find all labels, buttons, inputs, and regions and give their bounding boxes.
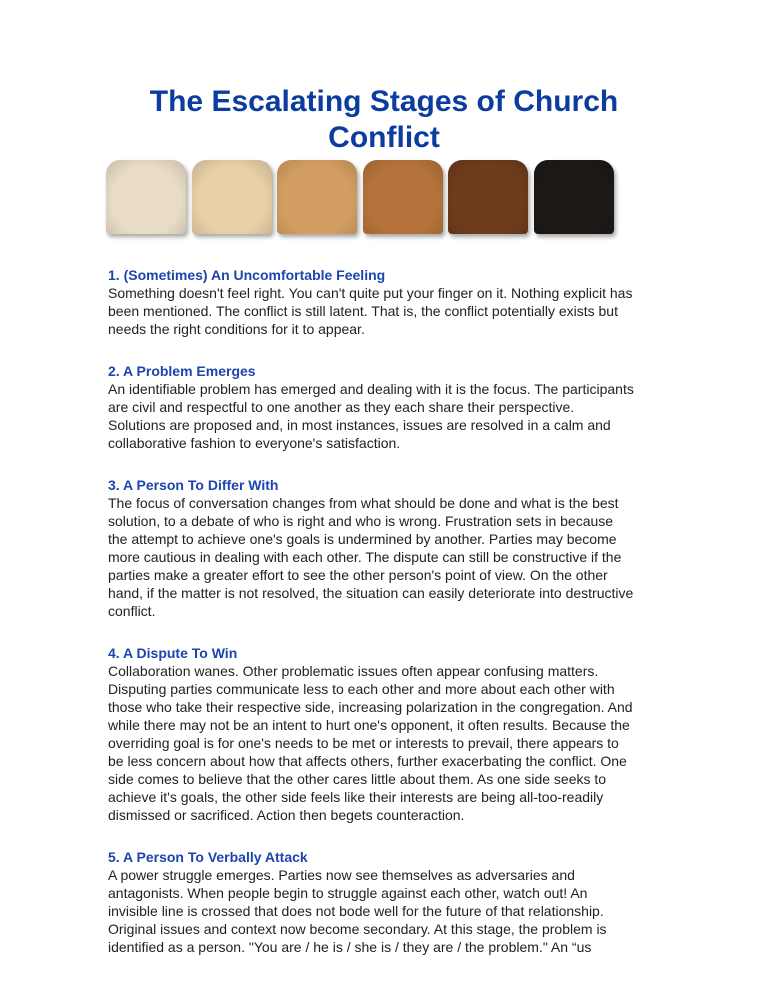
paragraph-line: overriding goal is for one's needs to be met or interests to prevail, there appears to: [108, 735, 619, 751]
page-title: [0, 84, 768, 156]
paragraph-line: are civil and respectful to one another as they each share their perspective.: [108, 399, 575, 415]
paragraph-line: Disputing parties communicate less to each other and more about each other with: [108, 681, 615, 697]
toast-slice-6: [534, 160, 614, 234]
paragraph-line: Original issues and context now become secondary. At this stage, the problem is: [108, 921, 607, 937]
toast-slice-4: [363, 160, 443, 234]
paragraph-line: those who take their respective side, increasing polarization in the congregation. And: [108, 699, 633, 715]
paragraph-line: side comes to believe that the other cares little about them. As one side seeks to: [108, 771, 607, 787]
paragraph-line: conflict.: [108, 603, 156, 619]
paragraph-line: An identifiable problem has emerged and dealing with it is the focus. The participants: [108, 381, 634, 397]
toast-slice-5: [448, 160, 528, 234]
stage-heading: 4. A Dispute To Win: [108, 645, 238, 661]
stage-heading: 5. A Person To Verbally Attack: [108, 849, 308, 865]
paragraph-line: Collaboration wanes. Other problematic issues often appear confusing matters.: [108, 663, 599, 679]
title-line-2: Conflict: [328, 121, 440, 154]
paragraph-line: while there may not be an intent to hurt one's opponent, it often results. Because the: [108, 717, 630, 733]
paragraph-line: the attempt to achieve one's goals is undermined by another. Parties may become: [108, 531, 617, 547]
stage-paragraph: [108, 380, 708, 452]
stage-paragraph: [108, 284, 708, 338]
paragraph-line: hand, if the matter is not resolved, the situation can easily deteriorate into destructive: [108, 585, 634, 601]
paragraph-line: solution, to a debate of who is right and who is wrong. Frustration sets in because: [108, 513, 614, 529]
paragraph-line: A power struggle emerges. Parties now see themselves as adversaries and: [108, 867, 575, 883]
stage-paragraph: [108, 662, 708, 824]
paragraph-line: collaborative fashion to everyone's satisfaction.: [108, 435, 401, 451]
paragraph-line: The focus of conversation changes from what should be done and what is the best: [108, 495, 619, 511]
stage-section: [108, 848, 708, 956]
stage-paragraph: [108, 494, 708, 620]
stage-section: [108, 362, 708, 452]
paragraph-line: Something doesn't feel right. You can't quite put your finger on it. Nothing explicit has: [108, 285, 633, 301]
paragraph-line: be less concern about how that affects others, further exacerbating the conflict. One: [108, 753, 627, 769]
stage-paragraph: [108, 866, 708, 956]
paragraph-line: needs the right conditions for it to appear.: [108, 321, 365, 337]
paragraph-line: more cautious in dealing with each other. The dispute can still be constructive if the: [108, 549, 622, 565]
paragraph-line: been mentioned. The conflict is still latent. That is, the conflict potentially exists but: [108, 303, 618, 319]
stage-section: [108, 266, 708, 338]
paragraph-line: dismissed or sacrificed. Action then begets counteraction.: [108, 807, 465, 823]
paragraph-line: Solutions are proposed and, in most instances, issues are resolved in a calm and: [108, 417, 611, 433]
paragraph-line: identified as a person. "You are / he is / she is / they are / the problem." An “us: [108, 939, 592, 955]
toast-slice-1: [106, 160, 186, 234]
paragraph-line: achieve it's goals, the other side feels like their interests are being all-too-readily: [108, 789, 604, 805]
toast-slice-2: [192, 160, 272, 234]
paragraph-line: antagonists. When people begin to struggle against each other, watch out! An: [108, 885, 588, 901]
title-line-1: The Escalating Stages of Church: [149, 85, 619, 118]
stage-heading: 3. A Person To Differ With: [108, 477, 279, 493]
toast-stages-image: [106, 160, 614, 236]
stage-heading: 1. (Sometimes) An Uncomfortable Feeling: [108, 267, 386, 283]
stage-section: [108, 476, 708, 620]
document-body: [108, 266, 708, 980]
toast-slice-3: [277, 160, 357, 234]
paragraph-line: parties make a greater effort to see the other person's point of view. On the other: [108, 567, 608, 583]
stage-section: [108, 644, 708, 824]
stage-heading: 2. A Problem Emerges: [108, 363, 256, 379]
paragraph-line: invisible line is crossed that does not bode well for the future of that relationship.: [108, 903, 604, 919]
